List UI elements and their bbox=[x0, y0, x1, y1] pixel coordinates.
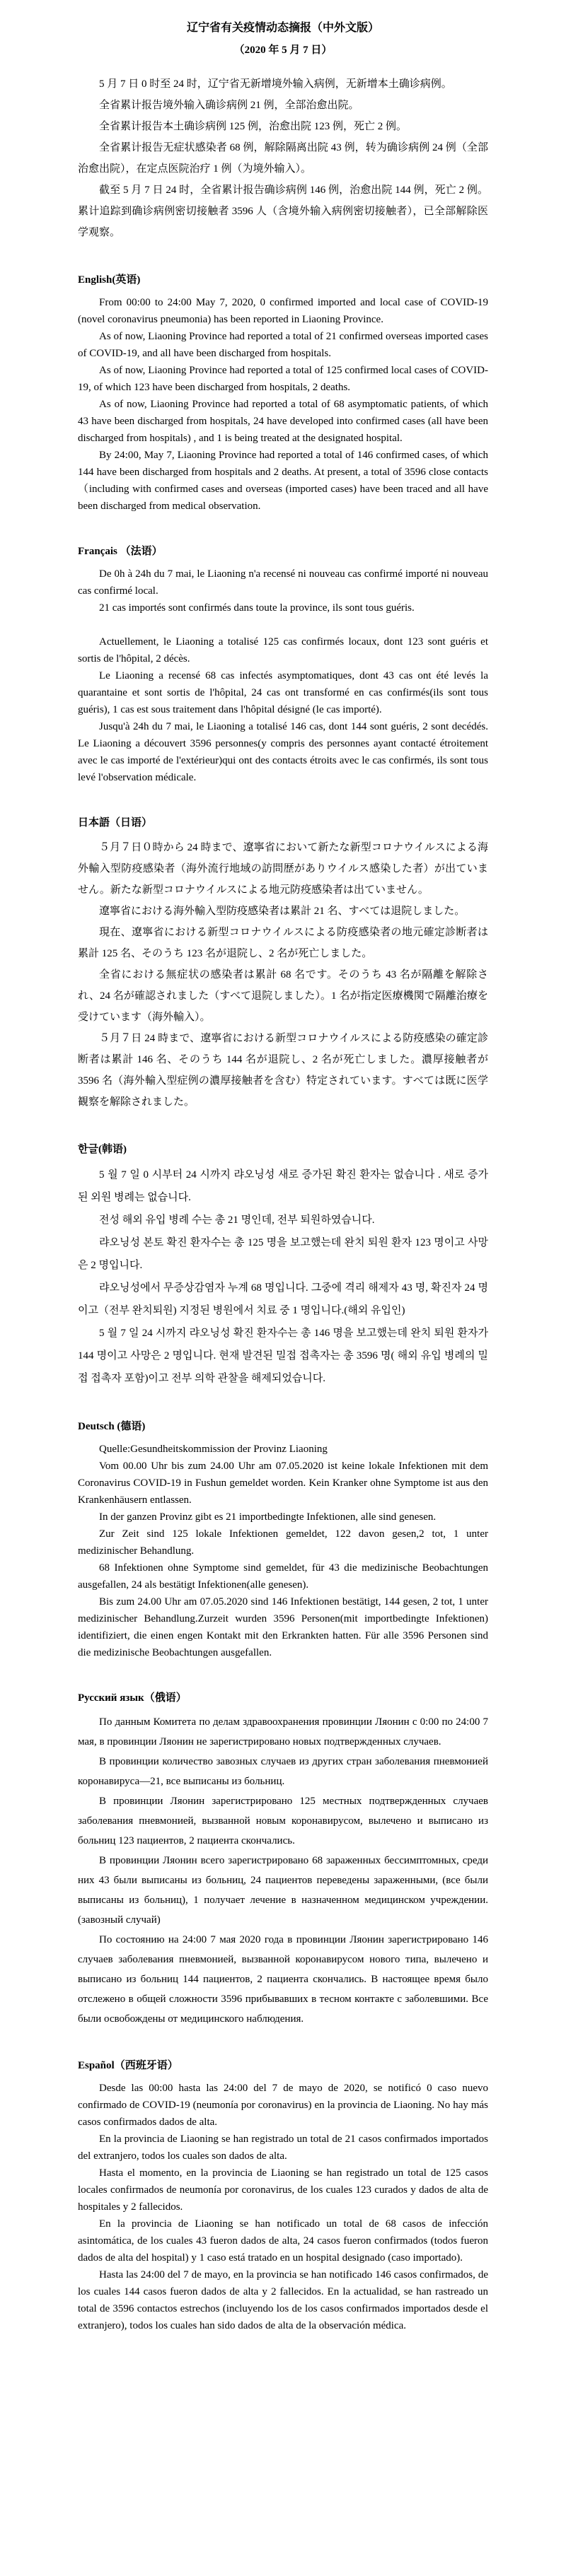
german-paragraph: 68 Infektionen ohne Symptome sind gemeldet, für 43 die medizinische Beobachtungen ausgefallen, 24 als bestätigt Infektionen(alle genesen). bbox=[78, 1562, 488, 1591]
korean-paragraph: 랴오닝성에서 무증상감염자 누계 68 명입니다. 그중에 격리 해제자 43 명, 확진자 24 명이고（전부 완치퇴원) 지정된 병원에서 치료 중 1 명입니다.(해외 유입인) bbox=[78, 1282, 488, 1316]
section-japanese bbox=[78, 814, 488, 1113]
document-title: 辽宁省有关疫情动态摘报（中外文版） bbox=[186, 22, 379, 34]
french-paragraph: Le Liaoning a recensé 68 cas infectés asymptomatiques, dont 43 cas ont été levés la quarantaine et sont sortis de l'hôpital, 24 cas ont transformé en cas confirmés(ils sont tous guéris), 1 cas est sous traitement dans l'hôpital désigné (le cas importé). bbox=[78, 670, 488, 715]
section-heading-japanese: 日本語（日语） bbox=[78, 817, 153, 829]
russian-paragraph: В провинции количество завозных случаев из других стран заболевания пневмонией коронавируса—21, все выписаны из больниц. bbox=[78, 1756, 488, 1787]
german-paragraph: Vom 00.00 Uhr bis zum 24.00 Uhr am 07.05.2020 ist keine lokale Infektionen mit dem Coronavirus COVID-19 in Fushun gemeldet worden. Kein Kranker ohne Symptome ist aus den Krankenhäusern entlassen. bbox=[78, 1460, 488, 1506]
spanish-paragraph: Hasta el momento, en la provincia de Liaoning se han registrado un total de 125 casos locales confirmados de neumonía por coronavirus, de los cuales 123 curados y dados de alta de hospitales y 2 fallecidos. bbox=[78, 2167, 488, 2213]
japanese-paragraph: 全省における無症状の感染者は累計 68 名です。そのうち 43 名が隔離を解除され、24 名が確認されました（すべて退院しました）。1 名が指定医療機関で隔離治療を受けています（海外輸入）。 bbox=[78, 969, 488, 1023]
section-heading-german: Deutsch (德语) bbox=[78, 1421, 146, 1432]
japanese-paragraph: 現在、遼寧省における新型コロナウイルスによる防疫感染者の地元確定診断者は累計 125 名、そのうち 123 名が退院し、2 名が死亡しました。 bbox=[78, 927, 488, 959]
section-french bbox=[78, 543, 488, 786]
english-paragraph: As of now, Liaoning Province had reported a total of 68 asymptomatic patients, of which 43 have been discharged from hospitals, 24 have developed into confirmed cases (all have been discharged from hospitals) , and 1 is being treated at the designated hospital. bbox=[78, 399, 488, 444]
french-paragraph: De 0h à 24h du 7 mai, le Liaoning n'a recensé ni nouveau cas confirmé importé ni nouveau cas confirmé local. bbox=[78, 568, 488, 597]
english-paragraph: As of now, Liaoning Province had reported a total of 21 confirmed overseas imported cases of COVID-19, and all have been discharged from hospitals. bbox=[78, 331, 488, 359]
spanish-paragraph: Desde las 00:00 hasta las 24:00 del 7 de mayo de 2020, se notificó 0 caso nuevo confirmado de COVID-19 (neumonía por coronavirus) en la provincia de Liaoning. No hay más casos confirmados dados de alta. bbox=[78, 2083, 488, 2128]
french-paragraph: Actuellement, le Liaoning a totalisé 125 cas confirmés locaux, dont 123 sont guéris et sortis de l'hôpital, 2 décès. bbox=[78, 636, 488, 665]
german-paragraph: Zur Zeit sind 125 lokale Infektionen gemeldet, 122 davon gesen,2 tot, 1 unter medizinischer Behandlung. bbox=[78, 1528, 488, 1557]
korean-paragraph: 랴오닝성 본토 확진 환자수는 총 125 명을 보고했는데 완치 퇴원 환자 123 명이고 사망은 2 명입니다. bbox=[78, 1237, 488, 1271]
chinese-paragraph: 全省累计报告本土确诊病例 125 例，治愈出院 123 例，死亡 2 例。 bbox=[99, 121, 408, 132]
korean-paragraph: 5 월 7 일 0 시부터 24 시까지 랴오닝성 새로 증가된 확진 환자는 없습니다 . 새로 증가된 외원 병례는 없습니다. bbox=[78, 1169, 488, 1203]
german-paragraph: Bis zum 24.00 Uhr am 07.05.2020 sind 146 Infektionen bestätigt, 144 gesen, 2 tot, 1 unter medizinischer Behandlung.Zurzeit wurden 3596 Personen(mit importbedingte Infektionen) identifiziert, die einen engen Kontakt mit den Erkrankten hatten. Für alle 3596 Personen sind die medizinische Beobachtungen ausgefallen. bbox=[78, 1596, 488, 1658]
chinese-paragraph: 截至 5 月 7 日 24 时，全省累计报告确诊病例 146 例，治愈出院 144 例，死亡 2 例。累计追踪到确诊病例密切接触者 3596 人（含境外输入病例密切接触者），已全部解除医学观察。 bbox=[78, 185, 488, 238]
japanese-paragraph: ５月７日 24 時まで、遼寧省における新型コロナウイルスによる防疫感染の確定診断者は累計 146 名、そのうち 144 名が退院し、2 名が死亡しました。濃厚接触者が 3596 名（海外輸入型症例の濃厚接触者を含む）特定されています。すべては既に医学観察を解除されました。 bbox=[78, 1033, 488, 1108]
spanish-paragraph: En la provincia de Liaoning se han registrado un total de 21 casos confirmados importados del extranjero, todos los cuales son dados de alta. bbox=[78, 2133, 488, 2162]
spanish-paragraph: Hasta las 24:00 del 7 de mayo, en la provincia se han notificado 146 casos confirmados, de los cuales 144 casos fueron dados de alta y 2 fallecidos. En la actualidad, se han rastreado un total de 3596 contactos estrechos (incluyendo los de los casos confirmados importados desde el extranjero), todos los cuales han sido dados de alta de la observación médica. bbox=[78, 2269, 488, 2331]
section-heading-russian: Русский язык（俄语） bbox=[78, 1692, 187, 1704]
german-source-line: Quelle:Gesundheitskommission der Provinz Liaoning bbox=[99, 1444, 328, 1455]
russian-paragraph: В провинции Ляонин зарегистрировано 125 местных подтвержденных случаев заболевания пневмонией, вызванной новым коронавирусом, вылечено и выписано из больниц 123 пациентов, 2 пациента скончались. bbox=[78, 1796, 488, 1846]
section-heading-spanish: Español（西班牙语） bbox=[78, 2060, 178, 2071]
russian-paragraph: В провинции Ляонин всего зарегистрировано 68 зараженных бессимптомных, среди них 43 были выписаны из больниц, 24 пациентов переведены зараженными, (все были выписаны из больниц), 1 получает лечение в назначенном медицинском учреждении. (завозный случай) bbox=[78, 1855, 488, 1926]
section-heading-french: Français （法语） bbox=[78, 546, 163, 557]
japanese-paragraph: 遼寧省における海外輸入型防疫感染者は累計 21 名、すべては退院しました。 bbox=[99, 906, 466, 917]
section-korean bbox=[78, 1141, 488, 1390]
section-spanish bbox=[78, 2057, 488, 2334]
spanish-paragraph: En la provincia de Liaoning se han notificado un total de 68 casos de infección asintomática, de los cuales 43 fueron dados de alta, 24 casos fueron confirmados (todos fueron dados de alta del hospital) y 1 caso está tratado en un hospital designado (caso importado). bbox=[78, 2218, 488, 2264]
section-german bbox=[78, 1418, 488, 1661]
french-paragraph: 21 cas importés sont confirmés dans toute la province, ils sont tous guéris. bbox=[99, 602, 415, 614]
chinese-paragraph: 5 月 7 日 0 时至 24 时，辽宁省无新增境外输入病例，无新增本土确诊病例。 bbox=[99, 78, 452, 90]
russian-paragraph: По данным Комитета по делам здравоохранения провинции Ляонин с 0:00 по 24:00 7 мая, в провинции Ляонин не зарегистрировано новых подтвержденных случаев. bbox=[78, 1716, 488, 1747]
document-page bbox=[78, 18, 488, 2334]
russian-paragraph: По состоянию на 24:00 7 мая 2020 года в провинции Ляонин зарегистрировано 146 случаев заболевания пневмонией, вызванной коронавирусом нового типа, вылечено и выписано из больниц 144 пациентов, 2 пациента скончались. В настоящее время было отслежено в общей сложности 3596 прибывавших в тесном контакте с заболевшими. Все были освобождены от медицинского наблюдения. bbox=[78, 1934, 488, 2025]
french-paragraph: Jusqu'à 24h du 7 mai, le Liaoning a totalisé 146 cas, dont 144 sont guéris, 2 sont decédés. Le Liaoning a découvert 3596 personnes(y compris des personnes ayant contacté étroitement avec le cas importé de l'extérieur)qui ont des contacts étroits avec le cas confirmés, ils sont tous levé l'observation médicale. bbox=[78, 721, 488, 783]
japanese-paragraph: ５月７日０時から 24 時まで、遼寧省において新たな新型コロナウイルスによる海外輸入型防疫感染者（海外流行地域の訪問歴がありウイルス感染した者）が出ていません。新たな新型コロナウイルスによる地元防疫感染者は出ていません。 bbox=[78, 842, 488, 896]
english-paragraph: By 24:00, May 7, Liaoning Province had reported a total of 146 confirmed cases, of which 144 have been discharged from hospitals and 2 deaths. At present, a total of 3596 close contacts（including with confirmed cases and overseas (imported cases) have been traced and all have been discharged from medical observation. bbox=[78, 450, 488, 512]
section-russian bbox=[78, 1690, 488, 2029]
korean-paragraph: 5 월 7 일 24 시까지 랴오닝성 확진 환자수는 총 146 명을 보고했는데 완치 퇴원 환자가 144 명이고 사망은 2 명입니다. 현재 발견된 밀접 접촉자는 총 3596 명( 해외 유입 병례의 밀접 접촉자 포함)이고 전부 의학 관찰을 해제되었습니다. bbox=[78, 1328, 488, 1384]
english-paragraph: As of now, Liaoning Province had reported a total of 125 confirmed local cases of COVID-19, of which 123 have been discharged from hospitals, 2 deaths. bbox=[78, 365, 488, 393]
chinese-paragraph: 全省累计报告境外输入确诊病例 21 例，全部治愈出院。 bbox=[99, 100, 359, 111]
section-english bbox=[78, 271, 488, 515]
english-paragraph: From 00:00 to 24:00 May 7, 2020, 0 confirmed imported and local case of COVID-19 (novel coronavirus pneumonia) has been reported in Liaoning Province. bbox=[78, 297, 488, 325]
section-chinese bbox=[78, 74, 488, 243]
chinese-paragraph: 全省累计报告无症状感染者 68 例，解除隔离出院 43 例，转为确诊病例 24 例（全部治愈出院），在定点医院治疗 1 例（为境外输入）。 bbox=[78, 142, 488, 175]
section-heading-korean: 한글(韩语) bbox=[78, 1144, 127, 1155]
korean-paragraph: 전성 해외 유입 병례 수는 총 21 명인데, 전부 퇴원하였습니다. bbox=[99, 1214, 375, 1226]
german-paragraph: In der ganzen Provinz gibt es 21 importbedingte Infektionen, alle sind genesen. bbox=[99, 1511, 437, 1523]
section-heading-english: English(英语) bbox=[78, 274, 141, 286]
document-date: （2020 年 5 月 7 日） bbox=[233, 45, 333, 56]
